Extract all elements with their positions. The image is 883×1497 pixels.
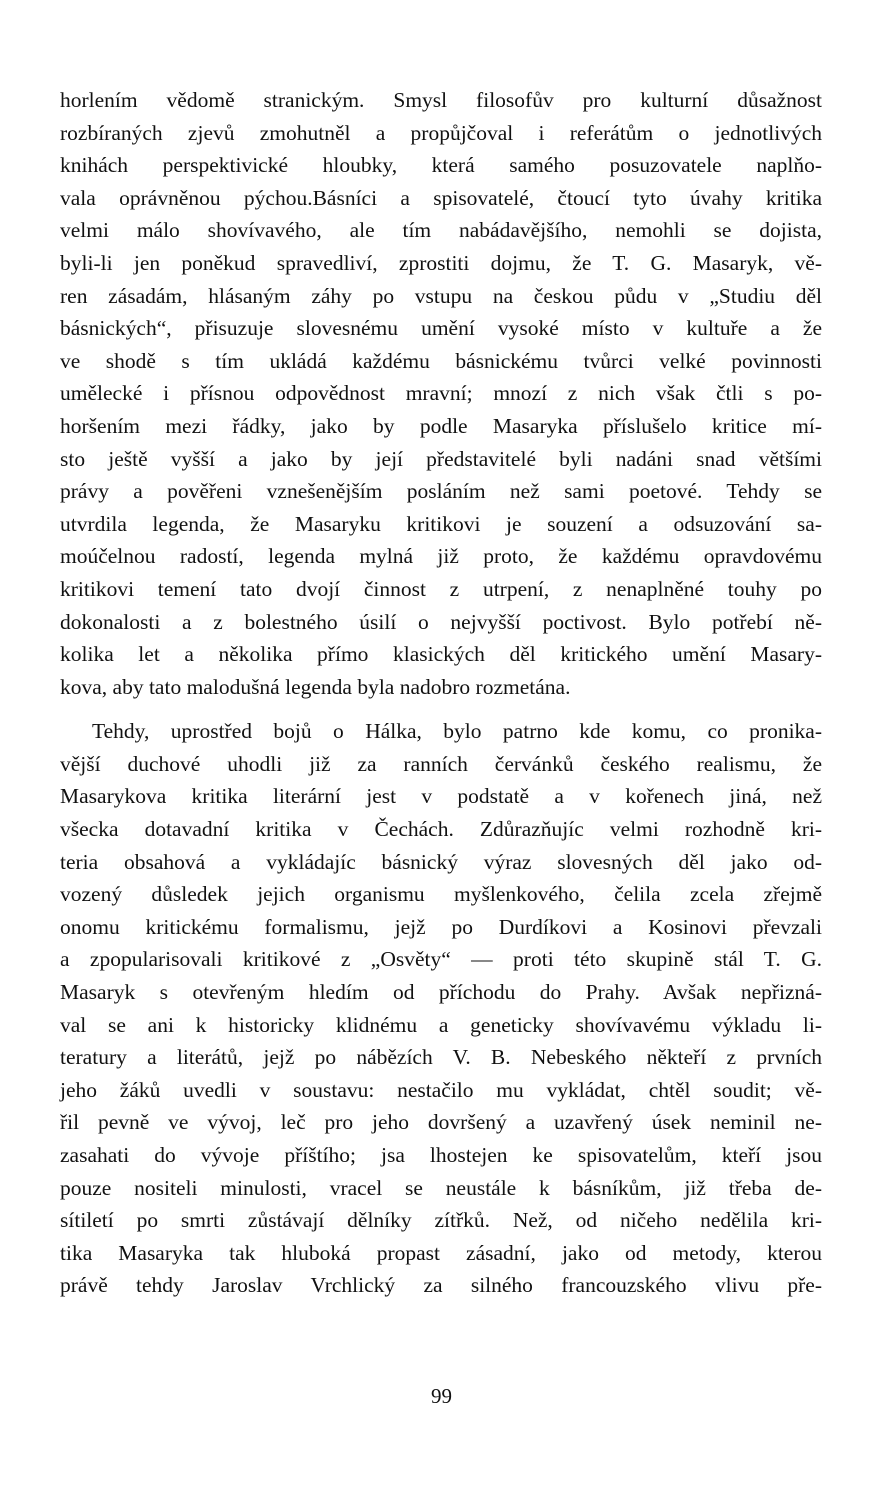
text-line: sto ještě vyšší a jako by její představitelé byli nadáni snad většími [60, 446, 822, 471]
text-line: řil pevně ve vývoj, leč pro jeho dovršený a uzavřený úsek neminil ne- [60, 1110, 822, 1135]
body-text [60, 84, 822, 1302]
text-line: zasahati do vývoje příštího; jsa lhostejen ke spisovatelům, kteří jsou [60, 1143, 822, 1167]
text-line: právy a pověřeni vznešenějším posláním než sami poetové. Tehdy se [60, 479, 822, 504]
text-line: dokonalosti a z bolestného úsilí o nejvyšší poctivost. Bylo potřebí ně- [60, 609, 822, 634]
text-line: utvrdila legenda, že Masaryku kritikovi je souzení a odsuzování sa- [60, 511, 822, 536]
text-line: všecka dotavadní kritika v Čechách. Zdůrazňujíc velmi rozhodně kri- [60, 817, 822, 842]
text-line: Tehdy, uprostřed bojů o Hálka, bylo patrno kde komu, co pronika- [92, 719, 822, 744]
text-line: ren zásadám, hlásaným záhy po vstupu na českou půdu v „Studiu děl [60, 283, 822, 308]
page-text [60, 84, 822, 1302]
text-line: velmi málo shovívavého, ale tím nabádavějšího, nemohli se dojista, [60, 218, 822, 243]
text-line: horšením mezi řádky, jako by podle Masaryka příslušelo kritice mí- [60, 413, 822, 438]
text-line: pouze nositeli minulosti, vracel se neustále k básníkům, již třeba de- [60, 1175, 822, 1200]
text-line: právě tehdy Jaroslav Vrchlický za silného francouzského vlivu pře- [60, 1273, 822, 1298]
text-line: teratury a literátů, jejž po nábězích V. B. Nebeského někteří z prvních [60, 1045, 822, 1070]
text-line: ve shodě s tím ukládá každému básnickému tvůrci velké povinnosti [60, 348, 822, 373]
text-line: val se ani k historicky klidnému a geneticky shovívavému výkladu li- [60, 1012, 822, 1037]
text-line: onomu kritickému formalismu, jejž po Durdíkovi a Kosinovi převzali [60, 914, 822, 939]
text-line: kolika let a několika přímo klasických děl kritického umění Masary- [60, 642, 822, 667]
text-line: kova, aby tato malodušná legenda byla nadobro rozmetána. [60, 674, 571, 699]
text-line: vější duchové uhodli již za ranních červánků českého realismu, že [60, 751, 822, 776]
text-line: umělecké i přísnou odpovědnost mravní; mnozí z nich však čtli s po- [60, 381, 822, 406]
text-line: kritikovi temení tato dvojí činnost z utrpení, z nenaplněné touhy po [60, 576, 822, 601]
text-line: a zpopularisovali kritikové z „Osvěty“ — proti této skupině stál T. G. [60, 947, 822, 972]
text-line: byli-li jen poněkud spravedliví, zprostiti dojmu, že T. G. Masaryk, vě- [60, 250, 822, 275]
paragraph [60, 715, 822, 1302]
text-line: rozbíraných zjevů zmohutněl a propůjčoval i referátům o jednotlivých [60, 120, 822, 145]
text-line: Masaryk s otevřeným hledím od příchodu do Prahy. Avšak nepřizná- [60, 980, 822, 1005]
text-line: horlením vědomě stranickým. Smysl filosofův pro kulturní důsažnost [60, 88, 822, 112]
text-line: sítiletí po smrti zůstávají dělníky zítřků. Než, od ničeho nedělila kri- [60, 1208, 822, 1233]
text-line: jeho žáků uvedli v soustavu: nestačilo mu vykládat, chtěl soudit; vě- [60, 1077, 822, 1102]
text-line: vala oprávněnou pýchou.Básníci a spisovatelé, čtoucí tyto úvahy kritika [60, 185, 822, 210]
text-line: moúčelnou radostí, legenda mylná již proto, že každému opravdovému [60, 544, 822, 569]
paragraph [60, 84, 822, 703]
text-line: knihách perspektivické hloubky, která samého posuzovatele naplňo- [60, 153, 822, 178]
text-line: tika Masaryka tak hluboká propast zásadní, jako od metody, kterou [60, 1240, 822, 1265]
text-line: básnických“, přisuzuje slovesnému umění vysoké místo v kultuře a že [60, 316, 822, 341]
text-line: vozený důsledek jejich organismu myšlenkového, čelila zcela zřejmě [60, 882, 822, 907]
text-line: Masarykova kritika literární jest v podstatě a v kořenech jiná, než [60, 784, 822, 809]
text-line: teria obsahová a vykládajíc básnický výraz slovesných děl jako od- [60, 849, 822, 874]
page-number: 99 [431, 1384, 452, 1408]
